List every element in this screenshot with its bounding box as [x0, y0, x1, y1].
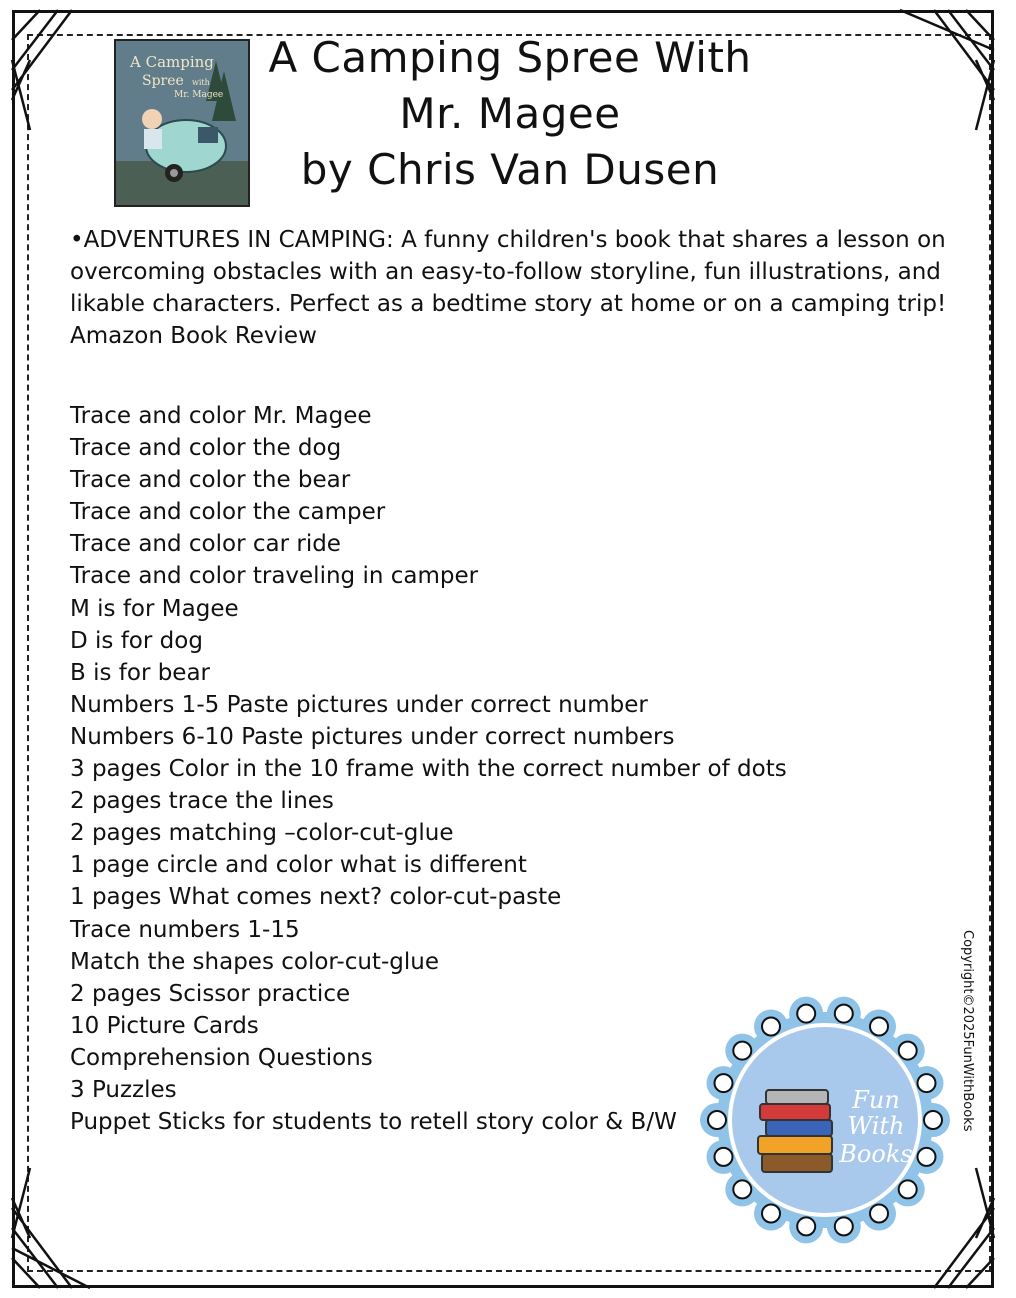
- title-line-1: A Camping Spree With: [268, 33, 752, 82]
- copyright-text: Copyright©2025FunWithBooks: [960, 930, 975, 1132]
- badge-scallop-hole: [708, 1111, 726, 1129]
- books-stack-icon: [758, 1090, 832, 1172]
- activity-item: M is for Magee: [70, 595, 239, 622]
- badge-scallop-hole: [762, 1018, 780, 1036]
- activity-item: Trace and color the camper: [70, 499, 386, 526]
- badge-scallop-hole: [924, 1111, 942, 1129]
- badge-scallop-hole: [797, 1217, 815, 1235]
- activity-item: Trace and color the bear: [70, 467, 351, 494]
- activity-item: 1 page circle and color what is different: [70, 852, 527, 879]
- activity-item: Trace numbers 1-15: [70, 916, 300, 943]
- badge-text-with: With: [847, 1112, 905, 1140]
- badge-scallop-hole: [715, 1074, 733, 1092]
- badge-scallop-hole: [733, 1180, 751, 1198]
- activity-item: 10 Picture Cards: [70, 1012, 259, 1039]
- cover-title-line3: with: [192, 78, 210, 87]
- activity-item: Trace and color the dog: [70, 435, 342, 462]
- activity-item: Trace and color Mr. Magee: [70, 403, 372, 429]
- activity-item: 2 pages trace the lines: [70, 788, 334, 815]
- badge-scallop-hole: [835, 1005, 853, 1023]
- activity-item: Trace and color car ride: [70, 531, 341, 558]
- book-description: •ADVENTURES IN CAMPING: A funny children's book that shares a lesson on overcoming obstacles with an easy-to-follow storyline, fun illustrations, and likable characters. Perfect as a bedtime story at home or on a camping trip! Amazon Book Review: [70, 227, 947, 349]
- activity-item: Match the shapes color-cut-glue: [70, 948, 439, 975]
- book-cover-image: [114, 39, 250, 207]
- badge-scallop-hole: [762, 1205, 780, 1223]
- activity-item: D is for dog: [70, 627, 203, 654]
- badge-text-fun: Fun: [852, 1086, 900, 1114]
- badge-scallop-hole: [835, 1217, 853, 1235]
- badge-scallop-hole: [870, 1018, 888, 1036]
- fun-with-books-logo: [700, 990, 950, 1250]
- page-title: [260, 30, 760, 198]
- activity-item: Numbers 1-5 Paste pictures under correct number: [70, 691, 648, 718]
- cover-title-line4: Mr. Magee: [174, 90, 224, 100]
- activity-item: 2 pages matching –color-cut-glue: [70, 820, 454, 847]
- title-line-2: Mr. Magee: [399, 89, 621, 138]
- activity-item: 3 Puzzles: [70, 1076, 177, 1103]
- title-line-3: by Chris Van Dusen: [300, 145, 720, 194]
- activity-list: [70, 400, 790, 1138]
- badge-scallop-hole: [918, 1148, 936, 1166]
- activity-item: Puppet Sticks for students to retell story color & B/W: [70, 1109, 677, 1136]
- activity-item: 2 pages Scissor practice: [70, 980, 351, 1007]
- activity-item: Trace and color traveling in camper: [70, 563, 479, 590]
- activity-item: B is for bear: [70, 659, 211, 686]
- cover-title-line1: A Camping: [130, 53, 214, 71]
- activity-item: 1 pages What comes next? color-cut-paste: [70, 884, 562, 911]
- badge-scallop-hole: [733, 1042, 751, 1060]
- badge-scallop-hole: [899, 1042, 917, 1060]
- cover-title-line2: Spree: [142, 73, 184, 89]
- activity-item: 3 pages Color in the 10 frame with the correct number of dots: [70, 756, 787, 783]
- book-cover-illustration: [116, 41, 248, 205]
- badge-scallop-hole: [870, 1205, 888, 1223]
- activity-item: Comprehension Questions: [70, 1044, 373, 1071]
- badge-scallop-hole: [918, 1074, 936, 1092]
- badge-text-books: Books: [839, 1140, 913, 1168]
- badge-scallop-hole: [899, 1180, 917, 1198]
- badge-scallop-hole: [797, 1005, 815, 1023]
- activity-item: Numbers 6-10 Paste pictures under correct numbers: [70, 723, 675, 750]
- badge-scallop-hole: [715, 1148, 733, 1166]
